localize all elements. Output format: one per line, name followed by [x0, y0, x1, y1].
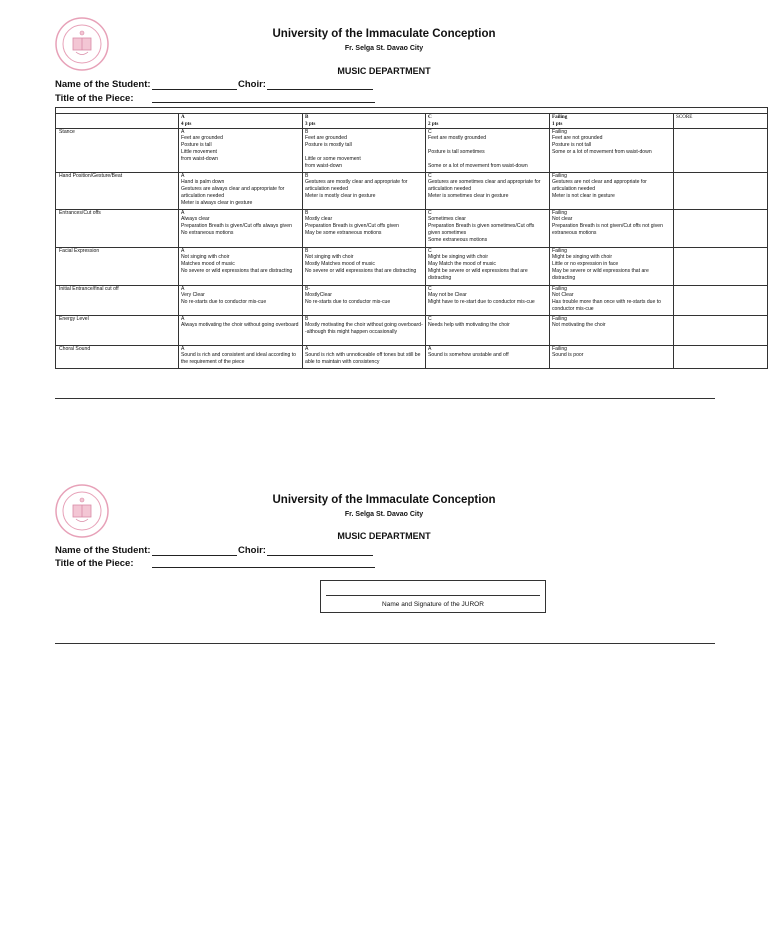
descriptor-cell: Failing Not motivating the choir — [550, 315, 674, 345]
choir-label: Choir: — [238, 545, 266, 556]
piece-title-field[interactable] — [152, 102, 375, 103]
department-title: MUSIC DEPARTMENT — [337, 531, 431, 541]
criterion-label: Choral Sound — [56, 345, 179, 368]
rubric-row-stance — [56, 128, 768, 172]
descriptor-cell: B- MostlyClear No re-starts due to conductor mis-cue — [303, 285, 426, 315]
descriptor-cell: A Hand is palm down Gestures are always clear and appropriate for articulation needed Meter is always clear in gesture — [179, 172, 303, 209]
descriptor-cell: A Sound is somehow unstable and off — [426, 345, 550, 368]
score-cell[interactable] — [674, 247, 768, 285]
student-name-label: Name of the Student: — [55, 545, 151, 556]
score-cell[interactable] — [674, 172, 768, 209]
section-divider — [55, 398, 715, 399]
criterion-label: Initial Entrance/final cut off — [56, 285, 179, 315]
section-divider — [55, 643, 715, 644]
rubric-row-energy-level — [56, 315, 768, 345]
descriptor-cell: Failing Not clear Preparation Breath is not given/Cut offs not given extraneous motions — [550, 209, 674, 247]
descriptor-cell: Failing Feet are not grounded Posture is not tall Some or a lot of movement from waist-down — [550, 128, 674, 172]
piece-title-field[interactable] — [152, 567, 375, 568]
header-grade-c: C 2 pts — [426, 114, 550, 129]
descriptor-cell: A Always clear Preparation Breath is given/Cut offs always given No extraneous motions — [179, 209, 303, 247]
criterion-label: Facial Expression — [56, 247, 179, 285]
score-cell[interactable] — [674, 345, 768, 368]
descriptor-cell: A Sound is rich and consistent and ideal according to the requirement of the piece — [179, 345, 303, 368]
score-cell[interactable] — [674, 128, 768, 172]
rubric-row-entrances — [56, 209, 768, 247]
piece-title-label: Title of the Piece: — [55, 93, 134, 104]
descriptor-cell: Failing Gestures are not clear and appropriate for articulation needed Meter is not clear in gesture — [550, 172, 674, 209]
descriptor-cell: C Might be singing with choir May Match the mood of music Might be severe or wild expressions that are distracting — [426, 247, 550, 285]
rubric-row-hand-position — [56, 172, 768, 209]
descriptor-cell: C Gestures are sometimes clear and appropriate for articulation needed Meter is sometimes clear in gesture — [426, 172, 550, 209]
descriptor-cell: B Gestures are mostly clear and appropriate for articulation needed Meter is mostly clear in gesture — [303, 172, 426, 209]
descriptor-cell: B Mostly motivating the choir without going overboard--although this might happen occasionally — [303, 315, 426, 345]
criterion-label: Stance — [56, 128, 179, 172]
rubric-header-row — [56, 114, 768, 129]
juror-signature-label: Name and Signature of the JUROR — [382, 601, 484, 608]
descriptor-cell: B Feet are grounded Posture is mostly tall Little or some movement from waist-down — [303, 128, 426, 172]
score-cell[interactable] — [674, 315, 768, 345]
juror-signature-line[interactable] — [326, 595, 540, 596]
descriptor-cell: C Sometimes clear Preparation Breath is given sometimes/Cut offs given sometimes Some extraneous motions — [426, 209, 550, 247]
score-cell[interactable] — [674, 285, 768, 315]
criterion-label: Entrances/Cut offs — [56, 209, 179, 247]
university-address: Fr. Selga St. Davao City — [344, 511, 424, 518]
student-name-field[interactable] — [152, 89, 237, 90]
descriptor-cell: Failing Not Clear Has trouble more than once with re-starts due to conductor mis-cue — [550, 285, 674, 315]
descriptor-cell: A Not singing with choir Matches mood of music No severe or wild expressions that are distracting — [179, 247, 303, 285]
descriptor-cell: B Not singing with choir Mostly Matches mood of music No severe or wild expressions that are distracting — [303, 247, 426, 285]
university-seal-icon — [54, 16, 110, 72]
header-score: SCORE — [674, 114, 768, 129]
header-grade-a: A 4 pts — [179, 114, 303, 129]
descriptor-cell: A Always motivating the choir without going overboard — [179, 315, 303, 345]
header-grade-b: B 3 pts — [303, 114, 426, 129]
student-name-field[interactable] — [152, 555, 237, 556]
descriptor-cell: C May not be Clear Might have to re-start due to conductor mis-cue — [426, 285, 550, 315]
criterion-label: Energy Level — [56, 315, 179, 345]
score-cell[interactable] — [674, 209, 768, 247]
header-criterion — [56, 114, 179, 129]
descriptor-cell: C Feet are mostly grounded Posture is tall sometimes Some or a lot of movement from waist-down — [426, 128, 550, 172]
juror-signature-box — [320, 580, 546, 613]
descriptor-cell: C Needs help with motivating the choir — [426, 315, 550, 345]
rubric-row-initial-entrance — [56, 285, 768, 315]
descriptor-cell: Failing Sound is poor — [550, 345, 674, 368]
criterion-label: Hand Position/Gesture/Beat — [56, 172, 179, 209]
descriptor-cell: A Feet are grounded Posture is tall Little movement from waist-down — [179, 128, 303, 172]
university-address: Fr. Selga St. Davao City — [344, 45, 424, 52]
descriptor-cell: Failing Might be singing with choir Little or no expression in face May be severe or wild expressions that are distracting — [550, 247, 674, 285]
choir-field[interactable] — [267, 89, 373, 90]
department-title: MUSIC DEPARTMENT — [337, 66, 431, 76]
choir-field[interactable] — [267, 555, 373, 556]
university-name: University of the Immaculate Conception — [272, 28, 496, 40]
piece-title-label: Title of the Piece: — [55, 558, 134, 569]
header-grade-failing: Failing 1 pts — [550, 114, 674, 129]
rubric-row-choral-sound — [56, 345, 768, 368]
rubric-table — [55, 107, 768, 369]
university-name: University of the Immaculate Conception — [272, 494, 496, 506]
descriptor-cell: A Very Clear No re-starts due to conductor mis-cue — [179, 285, 303, 315]
descriptor-cell: B Mostly clear Preparation Breath is given/Cut offs given May be some extraneous motions — [303, 209, 426, 247]
descriptor-cell: A Sound is rich with unnoticeable off tones but still be able to maintain with consistency — [303, 345, 426, 368]
rubric-row-facial-expression — [56, 247, 768, 285]
choir-label: Choir: — [238, 79, 266, 90]
student-name-label: Name of the Student: — [55, 79, 151, 90]
